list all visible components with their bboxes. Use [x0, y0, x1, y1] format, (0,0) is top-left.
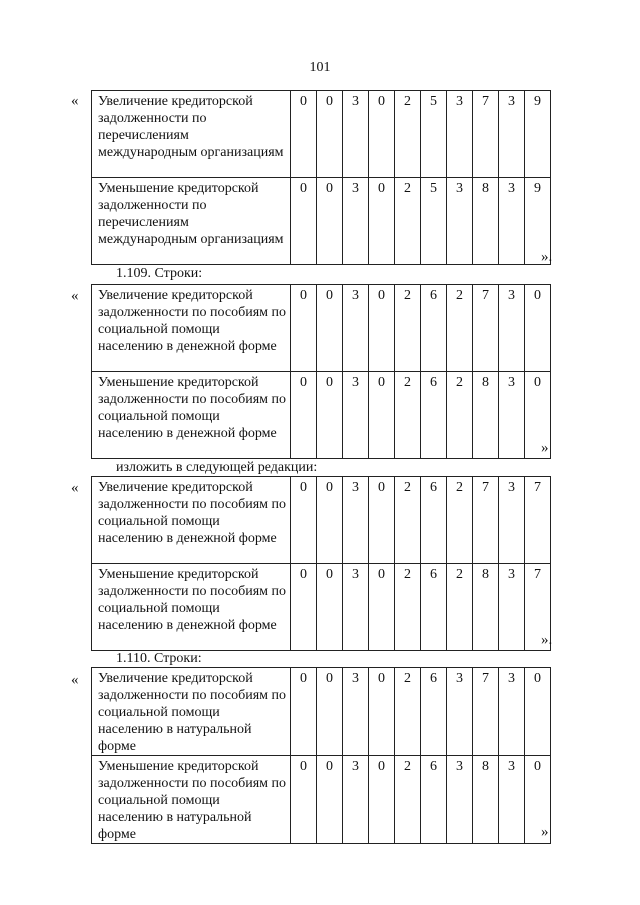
code-digit: 5	[421, 91, 447, 178]
table-row	[92, 477, 551, 564]
closing-quote: »	[541, 440, 549, 456]
table-row	[92, 285, 551, 372]
code-digit: 3	[499, 285, 525, 372]
code-digit: 0	[369, 285, 395, 372]
code-digit: 0	[317, 756, 343, 844]
closing-quote: ».	[541, 632, 553, 648]
code-digit: 2	[447, 372, 473, 459]
table-row	[92, 372, 551, 459]
code-digit: 7	[473, 477, 499, 564]
code-table-2	[91, 476, 551, 651]
code-digit: 6	[421, 668, 447, 756]
row-name: Увеличение кредиторской задолженности по пособиям по социальной помощи населению в натуральной форме	[92, 668, 291, 756]
code-digit: 0	[525, 756, 551, 844]
code-digit: 7	[525, 564, 551, 651]
code-digit: 2	[395, 372, 421, 459]
code-digit: 5	[421, 178, 447, 265]
code-digit: 0	[317, 178, 343, 265]
code-digit: 7	[525, 477, 551, 564]
code-digit: 7	[473, 285, 499, 372]
code-digit: 0	[291, 178, 317, 265]
code-digit: 0	[317, 91, 343, 178]
code-digit: 0	[525, 372, 551, 459]
code-digit: 6	[421, 756, 447, 844]
code-digit: 0	[291, 285, 317, 372]
code-digit: 0	[369, 756, 395, 844]
table-row	[92, 178, 551, 265]
code-digit: 0	[369, 564, 395, 651]
code-digit: 3	[499, 372, 525, 459]
code-digit: 2	[447, 564, 473, 651]
code-digit: 2	[395, 285, 421, 372]
row-name: Увеличение кредиторской задолженности по перечислениям международным организациям	[92, 91, 291, 178]
opening-quote: «	[71, 672, 79, 688]
code-digit: 8	[473, 564, 499, 651]
code-digit: 3	[499, 564, 525, 651]
code-digit: 0	[369, 372, 395, 459]
code-digit: 9	[525, 91, 551, 178]
code-digit: 2	[395, 756, 421, 844]
code-digit: 2	[395, 477, 421, 564]
code-digit: 0	[291, 564, 317, 651]
row-name: Уменьшение кредиторской задолженности по перечислениям международным организациям	[92, 178, 291, 265]
code-digit: 0	[291, 372, 317, 459]
code-digit: 8	[473, 178, 499, 265]
code-digit: 6	[421, 477, 447, 564]
row-name: Увеличение кредиторской задолженности по пособиям по социальной помощи населению в денежной форме	[92, 477, 291, 564]
code-digit: 0	[369, 668, 395, 756]
code-digit: 9	[525, 178, 551, 265]
code-digit: 0	[369, 477, 395, 564]
code-digit: 3	[499, 668, 525, 756]
code-digit: 3	[447, 668, 473, 756]
code-digit: 0	[291, 668, 317, 756]
row-name: Уменьшение кредиторской задолженности по пособиям по социальной помощи населению в натуральной форме	[92, 756, 291, 844]
code-digit: 3	[343, 477, 369, 564]
code-digit: 3	[499, 178, 525, 265]
closing-quote: ».	[541, 249, 553, 265]
code-digit: 0	[291, 477, 317, 564]
code-digit: 0	[317, 285, 343, 372]
page-number: 101	[309, 60, 331, 75]
code-table-0	[91, 90, 551, 265]
code-digit: 0	[291, 756, 317, 844]
code-digit: 2	[395, 668, 421, 756]
code-digit: 2	[395, 564, 421, 651]
section-caption: изложить в следующей редакции:	[116, 460, 318, 475]
code-digit: 2	[395, 178, 421, 265]
opening-quote: «	[71, 93, 79, 109]
code-digit: 0	[317, 477, 343, 564]
code-digit: 0	[317, 564, 343, 651]
code-digit: 2	[447, 477, 473, 564]
code-digit: 6	[421, 564, 447, 651]
code-digit: 3	[499, 756, 525, 844]
code-digit: 3	[343, 91, 369, 178]
table-row	[92, 668, 551, 756]
code-digit: 3	[447, 91, 473, 178]
code-digit: 3	[499, 91, 525, 178]
table-row	[92, 756, 551, 844]
table-row	[92, 564, 551, 651]
code-digit: 3	[343, 178, 369, 265]
closing-quote: »	[541, 824, 549, 840]
code-digit: 0	[317, 372, 343, 459]
code-digit: 7	[473, 668, 499, 756]
code-digit: 3	[343, 564, 369, 651]
code-digit: 8	[473, 756, 499, 844]
opening-quote: «	[71, 288, 79, 304]
code-digit: 6	[421, 372, 447, 459]
code-digit: 6	[421, 285, 447, 372]
code-digit: 0	[369, 91, 395, 178]
opening-quote: «	[71, 480, 79, 496]
code-table-1	[91, 284, 551, 459]
row-name: Уменьшение кредиторской задолженности по пособиям по социальной помощи населению в денежной форме	[92, 564, 291, 651]
code-digit: 8	[473, 372, 499, 459]
code-digit: 0	[525, 285, 551, 372]
row-name: Уменьшение кредиторской задолженности по пособиям по социальной помощи населению в денежной форме	[92, 372, 291, 459]
code-digit: 3	[343, 372, 369, 459]
code-digit: 0	[317, 668, 343, 756]
code-table-3	[91, 667, 551, 844]
code-digit: 3	[499, 477, 525, 564]
code-digit: 0	[369, 178, 395, 265]
code-digit: 7	[473, 91, 499, 178]
section-caption: 1.110. Строки:	[116, 651, 202, 666]
code-digit: 2	[447, 285, 473, 372]
code-digit: 3	[447, 756, 473, 844]
code-digit: 3	[343, 756, 369, 844]
code-digit: 3	[343, 285, 369, 372]
code-digit: 3	[447, 178, 473, 265]
code-digit: 0	[525, 668, 551, 756]
row-name: Увеличение кредиторской задолженности по пособиям по социальной помощи населению в денежной форме	[92, 285, 291, 372]
code-digit: 3	[343, 668, 369, 756]
code-digit: 0	[291, 91, 317, 178]
code-digit: 2	[395, 91, 421, 178]
table-row	[92, 91, 551, 178]
section-caption: 1.109. Строки:	[116, 266, 203, 281]
